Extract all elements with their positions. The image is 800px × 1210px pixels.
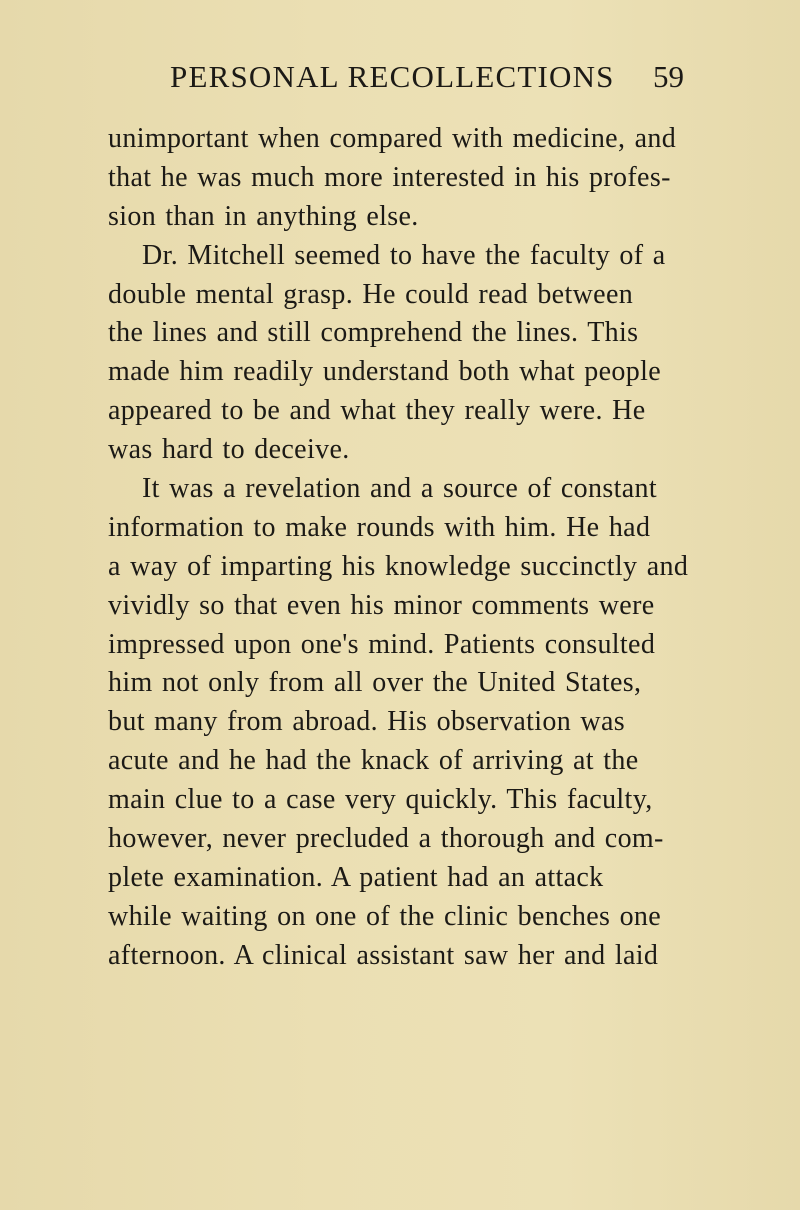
- text-line: but many from abroad. His observation was: [108, 706, 626, 738]
- text-line: him not only from all over the United States,: [108, 667, 642, 699]
- text-line: vividly so that even his minor comments were: [108, 589, 655, 621]
- text-line: Dr. Mitchell seemed to have the faculty of a: [142, 239, 666, 271]
- text-line: made him readily understand both what people: [108, 356, 662, 388]
- text-line: double mental grasp. He could read between: [108, 278, 634, 310]
- text-line: however, never precluded a thorough and com-: [108, 823, 664, 855]
- running-head-title: PERSONAL RECOLLECTIONS: [170, 59, 615, 94]
- text-line: impressed upon one's mind. Patients consulted: [108, 628, 656, 660]
- running-head: [0, 52, 800, 102]
- text-line: while waiting on one of the clinic benches one: [108, 900, 662, 932]
- text-line: the lines and still comprehend the lines. This: [108, 317, 639, 349]
- text-line: information to make rounds with him. He had: [108, 511, 651, 543]
- text-line: was hard to deceive.: [108, 434, 350, 466]
- text-line: It was a revelation and a source of constant: [142, 473, 657, 505]
- text-line: acute and he had the knack of arriving at the: [108, 745, 639, 777]
- body-text: [108, 120, 708, 976]
- text-line: that he was much more interested in his profes-: [108, 161, 671, 193]
- page-number: 59: [653, 59, 684, 94]
- text-line: plete examination. A patient had an attack: [108, 861, 604, 893]
- text-line: sion than in anything else.: [108, 200, 419, 232]
- text-line: appeared to be and what they really were. He: [108, 395, 646, 427]
- text-line: afternoon. A clinical assistant saw her and laid: [108, 939, 659, 971]
- text-line: unimportant when compared with medicine, and: [108, 123, 677, 154]
- text-line: a way of imparting his knowledge succinctly and: [108, 550, 689, 582]
- text-line: main clue to a case very quickly. This faculty,: [108, 784, 653, 816]
